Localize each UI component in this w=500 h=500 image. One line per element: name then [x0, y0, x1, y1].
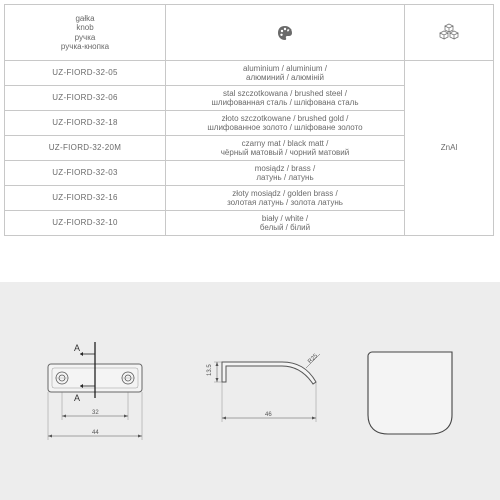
header-material-cell [405, 5, 494, 61]
dim-length-side: 46 [265, 412, 272, 418]
finish-cell [166, 211, 405, 236]
section-label-top: A [74, 343, 81, 353]
header-name-ru: ручка [74, 32, 96, 42]
cubes-icon [438, 23, 460, 43]
finish-cell [166, 86, 405, 111]
finish-line-1: mosiądz / brass / [254, 163, 316, 173]
finish-cell [166, 136, 405, 161]
code-cell: UZ-FIORD-32-16 [5, 186, 166, 211]
finish-line-1: czarny mat / black matt / [241, 138, 329, 148]
finish-line-2: шлифованное золото / шліфоване золото [207, 123, 363, 132]
code-cell: UZ-FIORD-32-05 [5, 61, 166, 86]
finish-line-1: stal szczotkowana / brushed steel / [222, 88, 348, 98]
header-name-ua: ручка-кнопка [60, 42, 110, 51]
finish-cell [166, 61, 405, 86]
finish-line-2: золотая латунь / золота латунь [227, 198, 343, 207]
dim-length-front: 44 [92, 430, 99, 436]
palette-icon [276, 24, 294, 42]
code-cell: UZ-FIORD-32-20M [5, 136, 166, 161]
finish-line-1: złoty mosiądz / golden brass / [232, 188, 338, 198]
finish-line-1: aluminium / aluminium / [242, 63, 328, 73]
code-cell: UZ-FIORD-32-03 [5, 161, 166, 186]
finish-cell [166, 186, 405, 211]
technical-drawing [0, 282, 500, 500]
finish-cell [166, 111, 405, 136]
dim-radius: R25 [307, 353, 320, 366]
header-name-en: knob [76, 23, 94, 32]
finish-line-2: белый / білий [259, 223, 311, 232]
finish-line-2: шлифованная сталь / шліфована сталь [211, 98, 359, 107]
code-cell: UZ-FIORD-32-10 [5, 211, 166, 236]
finish-line-2: латунь / латунь [256, 173, 314, 182]
section-label-bottom: A [74, 393, 81, 403]
code-cell: UZ-FIORD-32-06 [5, 86, 166, 111]
finish-cell [166, 161, 405, 186]
finish-line-1: złoto szczotkowane / brushed gold / [221, 113, 349, 123]
dim-height: 13.5 [207, 364, 213, 376]
technical-drawing-panel [0, 282, 500, 500]
table-row [5, 61, 494, 86]
finish-line-2: чёрный матовый / чорний матовий [220, 148, 350, 157]
table-header-row [5, 5, 494, 61]
header-finish-cell [166, 5, 405, 61]
finish-line-1: biały / white / [261, 213, 309, 223]
header-name-pl: gałka [75, 13, 95, 23]
code-cell: UZ-FIORD-32-18 [5, 111, 166, 136]
header-name-cell [5, 5, 166, 61]
product-table [4, 4, 494, 236]
dim-spacing: 32 [92, 410, 99, 416]
front-view [48, 342, 142, 440]
material-cell: ZnAl [405, 61, 494, 236]
finish-line-2: алюминий / алюміній [246, 73, 324, 82]
top-outline-view [368, 352, 452, 434]
